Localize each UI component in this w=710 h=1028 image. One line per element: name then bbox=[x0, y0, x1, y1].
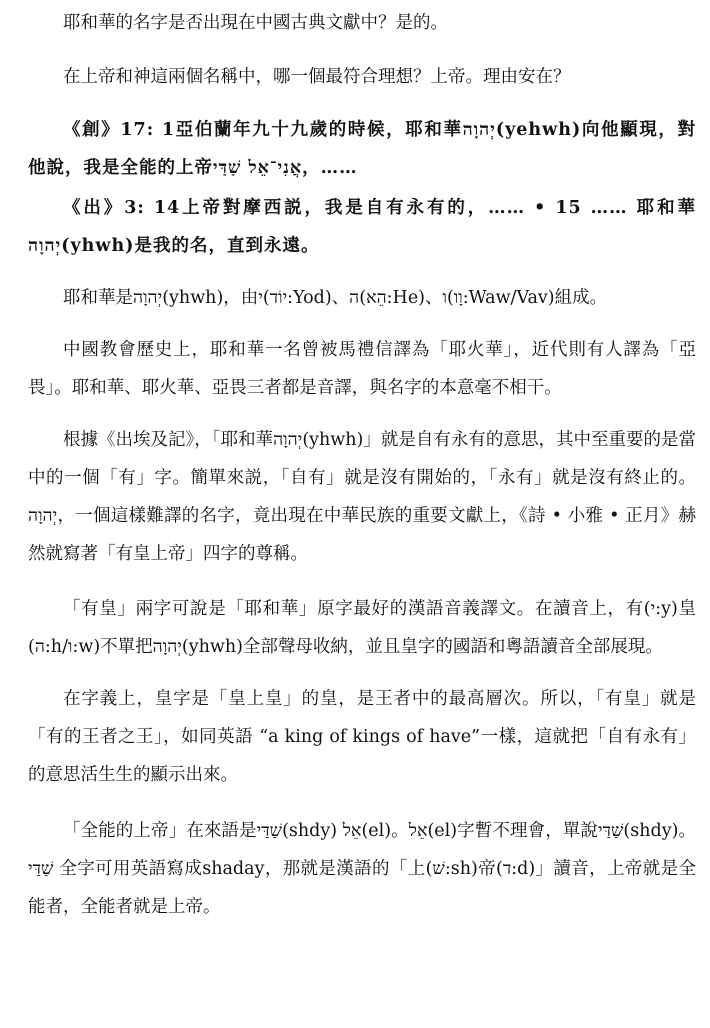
paragraph-chinese-translations: 中國教會歷史上，耶和華一名曾被馬禮信譯為「耶火華」，近代則有人譯為「亞畏」。耶和華、耶火華、亞畏三者都是音譯，與名字的本意毫不相干。 bbox=[28, 340, 696, 398]
paragraph-god-name-question: 在上帝和神這兩個名稱中，哪一個最符合理想？上帝。理由安在？ bbox=[63, 67, 571, 87]
paragraph-genesis-quote: 《創》17: 1亞伯蘭年九十九歲的時候，耶和華יְהוָה(yehwh)向他顯現，對他說，我是全能的上帝אֲנִי־אֵל שַׁדַּי，…… bbox=[28, 120, 696, 178]
paragraph-name-question: 耶和華的名字是否出現在中國古典文獻中？是的。 bbox=[63, 13, 448, 33]
paragraph-yhwh-letters: 耶和華是יְהוָה(yhwh)，由י(יוֹד:Yod)、ה(הֵא:He)、ו(וָו:Waw/Vav)組成。 bbox=[63, 288, 608, 308]
paragraph-shaddai: 「全能的上帝」在來語是שַׁדַּי(shdy) אֵל(el)。אֵל(el)字暫不理會，單說שַׁדַּי(shdy)。שַׁדַּי 全字可用英語寫成shaday，那就是漢語的「上(שׁ:sh)帝(ד:d)」讀音，上帝就是全能者，全能者就是上帝。 bbox=[28, 821, 697, 917]
paragraph-youhuang-meaning: 在字義上，皇字是「皇上皇」的皇，是王者中的最高層次。所以，「有皇」就是「有的王者之王」，如同英語 “a king of kings of have”一樣，這就把「自有永有」的意思活生生的顯示出來。 bbox=[28, 689, 696, 785]
paragraph-exodus-meaning: 根據《出埃及記》，「耶和華יְהוָה(yhwh)」就是自有永有的意思，其中至重要的是當中的一個「有」字。簡單來説，「自有」就是沒有開始的，「永有」就是沒有終止的。יְהוָה，一個這樣難譯的名字，竟出現在中華民族的重要文獻上，《詩 • 小雅 • 正月》赫然就寫著「有皇上帝」四字的尊稱。 bbox=[28, 430, 697, 564]
paragraph-youhuang-sound: 「有皇」兩字可說是「耶和華」原字最好的漢語音義譯文。在讀音上，有(י:y)皇(ה:h/ו:w)不單把יְהוָה(yhwh)全部聲母收納，並且皇字的國語和粵語讀音全部展現。 bbox=[28, 599, 696, 657]
paragraph-exodus-quote: 《出》3: 14上帝對摩西説，我是自有永有的，…… • 15 …… 耶和華יְהוָה(yhwh)是我的名，直到永遠。 bbox=[28, 198, 696, 256]
